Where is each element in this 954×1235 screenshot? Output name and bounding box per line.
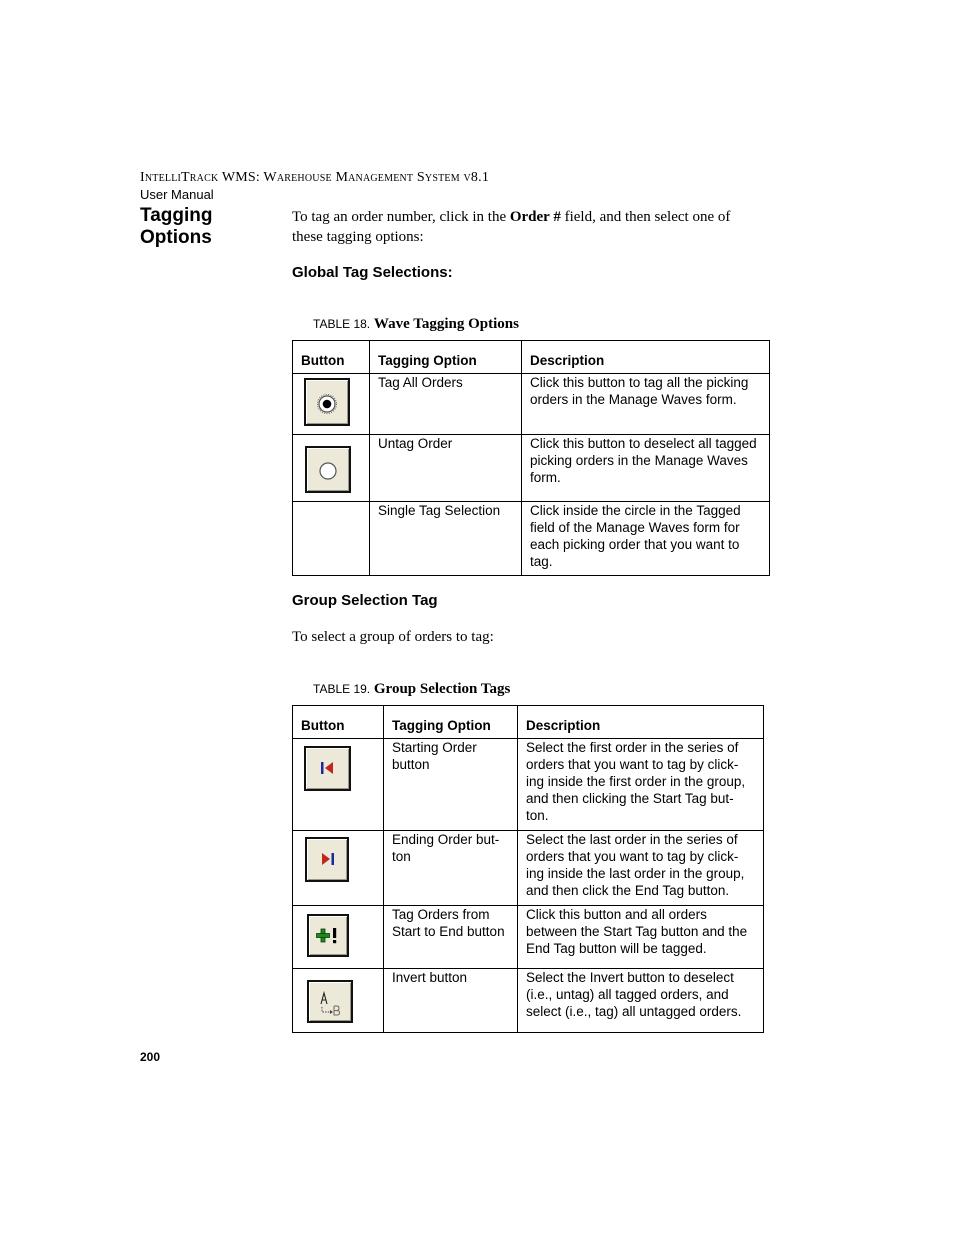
end-order-icon <box>305 837 349 882</box>
button-cell <box>293 502 370 576</box>
group-selection-intro: To select a group of orders to tag: <box>292 629 494 645</box>
table-18-caption: TABLE 18. Wave Tagging Options <box>313 316 519 332</box>
description-cell: Click inside the circle in the Tagged field of the Manage Waves form for each picking order that you want to tag. <box>522 502 770 576</box>
table-row <box>293 831 764 906</box>
option-cell: Tag Orders from Start to End button <box>384 906 518 969</box>
column-header: Button <box>293 341 370 374</box>
column-header: Description <box>518 706 764 739</box>
running-header-subtitle: User Manual <box>140 187 214 202</box>
table-row <box>293 502 770 576</box>
description-cell: Click this button to tag all the picking orders in the Manage Waves form. <box>522 374 770 435</box>
column-header: Description <box>522 341 770 374</box>
section-intro: To tag an order number, click in the Order # field, and then select one of these tagging options: <box>292 209 731 245</box>
table-row <box>293 374 770 435</box>
description-cell: Select the Invert button to deselect (i.e., untag) all tagged orders, and select (i.e., tag) all untagged orders. <box>518 969 764 1033</box>
option-cell: Ending Order but-ton <box>384 831 518 906</box>
page-number: 200 <box>140 1050 161 1064</box>
column-header: Button <box>293 706 384 739</box>
table-row <box>293 969 764 1033</box>
radio-selected-icon <box>304 378 350 426</box>
running-header-title: IntelliTrack WMS: Warehouse Management System v8.1 <box>140 170 490 185</box>
option-cell: Untag Order <box>370 435 522 502</box>
table-row <box>293 739 764 831</box>
description-cell: Select the first order in the series of orders that you want to tag by click-ing inside the first order in the group, and then clicking the Start Tag but-ton. <box>518 739 764 831</box>
description-cell: Select the last order in the series of orders that you want to tag by click-ing inside the last order in the group, and then click the End Tag button. <box>518 831 764 906</box>
button-cell <box>293 739 384 831</box>
button-cell <box>293 831 384 906</box>
description-cell: Click this button and all orders between the Start Tag button and the End Tag button will be tagged. <box>518 906 764 969</box>
description-cell: Click this button to deselect all tagged picking orders in the Manage Waves form. <box>522 435 770 502</box>
table-header-row <box>293 706 764 739</box>
column-header: Tagging Option <box>370 341 522 374</box>
button-cell <box>293 906 384 969</box>
table-row <box>293 906 764 969</box>
wave-tagging-options-table <box>292 340 770 576</box>
radio-empty-icon <box>305 446 351 493</box>
table-19-caption: TABLE 19. Group Selection Tags <box>313 681 511 697</box>
option-cell: Single Tag Selection <box>370 502 522 576</box>
start-order-icon <box>304 746 351 791</box>
global-tag-heading: Global Tag Selections: <box>292 264 453 281</box>
invert-icon <box>307 980 353 1023</box>
table-header-row <box>293 341 770 374</box>
tag-range-icon <box>307 914 349 957</box>
option-cell: Tag All Orders <box>370 374 522 435</box>
button-cell <box>293 969 384 1033</box>
table-row <box>293 435 770 502</box>
group-selection-heading: Group Selection Tag <box>292 592 438 609</box>
section-title: Tagging Options <box>140 205 213 248</box>
column-header: Tagging Option <box>384 706 518 739</box>
button-cell <box>293 374 370 435</box>
option-cell: Invert button <box>384 969 518 1033</box>
group-selection-tags-table <box>292 705 764 1033</box>
option-cell: Starting Order button <box>384 739 518 831</box>
button-cell <box>293 435 370 502</box>
